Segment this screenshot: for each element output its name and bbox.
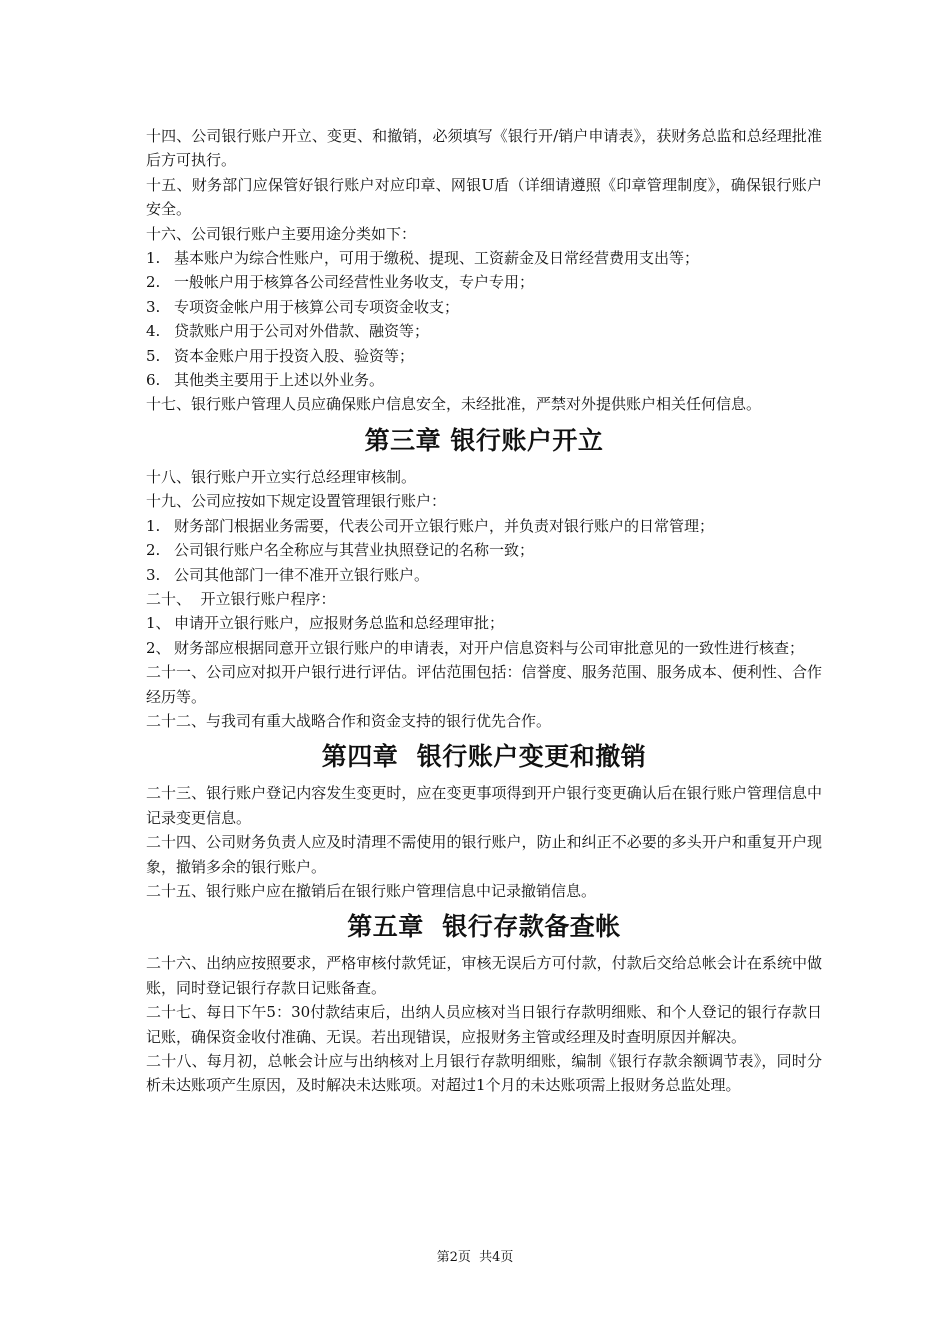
list-number: 6.: [146, 371, 161, 390]
chapter-5-heading: 第五章 银行存款备查帐: [347, 912, 621, 942]
clause-15: 十五、财务部门应保管好银行账户对应印章、网银U盾（详细请遵照《印章管理制度》，确保银行账户安全。: [146, 175, 822, 219]
list-number: 2.: [146, 273, 161, 292]
clause-28: 二十八、每月初，总帐会计应与出纳核对上月银行存款明细账，编制《银行存款余额调节表》，同时分析未达账项产生原因，及时解决未达账项。对超过1个月的未达账项需上报财务总监处理。: [146, 1052, 822, 1095]
clause-14: 十四、公司银行账户开立、变更、和撤销，必须填写《银行开/销户申请表》，获财务总监和总经理批准后方可执行。: [146, 127, 822, 170]
clause-27: 二十七、每日下午5：30付款结束后，出纳人员应核对当日银行存款明细账、和个人登记的银行存款日记账，确保资金收付准确、无误。若出现错误，应报财务主管或经理及时查明原因并解决。: [146, 1003, 822, 1046]
list-number: 1.: [146, 249, 161, 268]
list-item: [146, 514, 822, 538]
clause-21: 二十一、公司应对拟开户银行进行评估。评估范围包括：信誉度、服务范围、服务成本、便利性、合作经历等。: [146, 663, 822, 706]
list-text: 申请开立银行账户，应报财务总监和总经理审批；: [174, 614, 505, 633]
clause-20: 二十、 开立银行账户程序：: [146, 589, 336, 608]
clause-23: 二十三、银行账户登记内容发生变更时，应在变更事项得到开户银行变更确认后在银行账户管理信息中记录变更信息。: [146, 784, 822, 827]
list-number: 4.: [146, 322, 161, 341]
list-text: 其他类主要用于上述以外业务。: [174, 371, 385, 390]
list-item: [146, 344, 822, 368]
list-number: 3.: [146, 297, 161, 316]
clause-16: 十六、公司银行账户主要用途分类如下：: [146, 224, 417, 243]
list-item: [146, 246, 822, 270]
list-item: [146, 368, 822, 392]
list-number: 1、: [146, 614, 171, 633]
list-item: [146, 563, 822, 587]
list-number: 3.: [146, 565, 161, 584]
clause-24: 二十四、公司财务负责人应及时清理不需使用的银行账户，防止和纠正不必要的多头开户和重复开户现象，撤销多余的银行账户。: [146, 833, 822, 876]
list-text: 基本账户为综合性账户，可用于缴税、提现、工资薪金及日常经营费用支出等；: [174, 249, 700, 268]
clause-22: 二十二、与我司有重大战略合作和资金支持的银行优先合作。: [146, 711, 552, 730]
list-item: [146, 538, 822, 562]
list-text: 贷款账户用于公司对外借款、融资等；: [174, 322, 430, 341]
list-text: 资本金账户用于投资入股、验资等；: [174, 346, 415, 365]
clause-19: 十九、公司应按如下规定设置管理银行账户：: [146, 492, 447, 511]
list-text: 专项资金帐户用于核算公司专项资金收支；: [174, 297, 460, 316]
chapter-3-heading: 第三章 银行账户开立: [364, 425, 604, 455]
list-text: 财务部应根据同意开立银行账户的申请表，对开户信息资料与公司审批意见的一致性进行核查；: [174, 638, 805, 657]
clause-25: 二十五、银行账户应在撤销后在银行账户管理信息中记录撤销信息。: [146, 881, 597, 900]
list-item: [146, 636, 822, 660]
page-number: 第2页 共4页: [436, 1250, 514, 1265]
list-item: [146, 270, 822, 294]
clause-26: 二十六、出纳应按照要求，严格审核付款凭证，审核无误后方可付款，付款后交给总帐会计在系统中做账，同时登记银行存款日记账备查。: [146, 954, 822, 997]
list-item: [146, 611, 822, 635]
list-item: [146, 295, 822, 319]
list-text: 公司其他部门一律不准开立银行账户。: [174, 565, 430, 584]
list-number: 2、: [146, 638, 171, 657]
list-number: 5.: [146, 346, 161, 365]
document-body: [146, 124, 822, 1098]
list-text: 一般帐户用于核算各公司经营性业务收支，专户专用；: [174, 273, 535, 292]
list-number: 2.: [146, 541, 161, 560]
list-text: 财务部门根据业务需要，代表公司开立银行账户，并负责对银行账户的日常管理；: [174, 516, 715, 535]
list-number: 1.: [146, 516, 161, 535]
page-footer: [0, 1246, 950, 1265]
chapter-4-heading: 第四章 银行账户变更和撤销: [321, 742, 647, 772]
clause-17: 十七、银行账户管理人员应确保账户信息安全，未经批准，严禁对外提供账户相关任何信息。: [146, 395, 762, 414]
clause-18: 十八、银行账户开立实行总经理审核制。: [146, 467, 417, 486]
list-text: 公司银行账户名全称应与其营业执照登记的名称一致；: [174, 541, 535, 560]
list-item: [146, 319, 822, 343]
